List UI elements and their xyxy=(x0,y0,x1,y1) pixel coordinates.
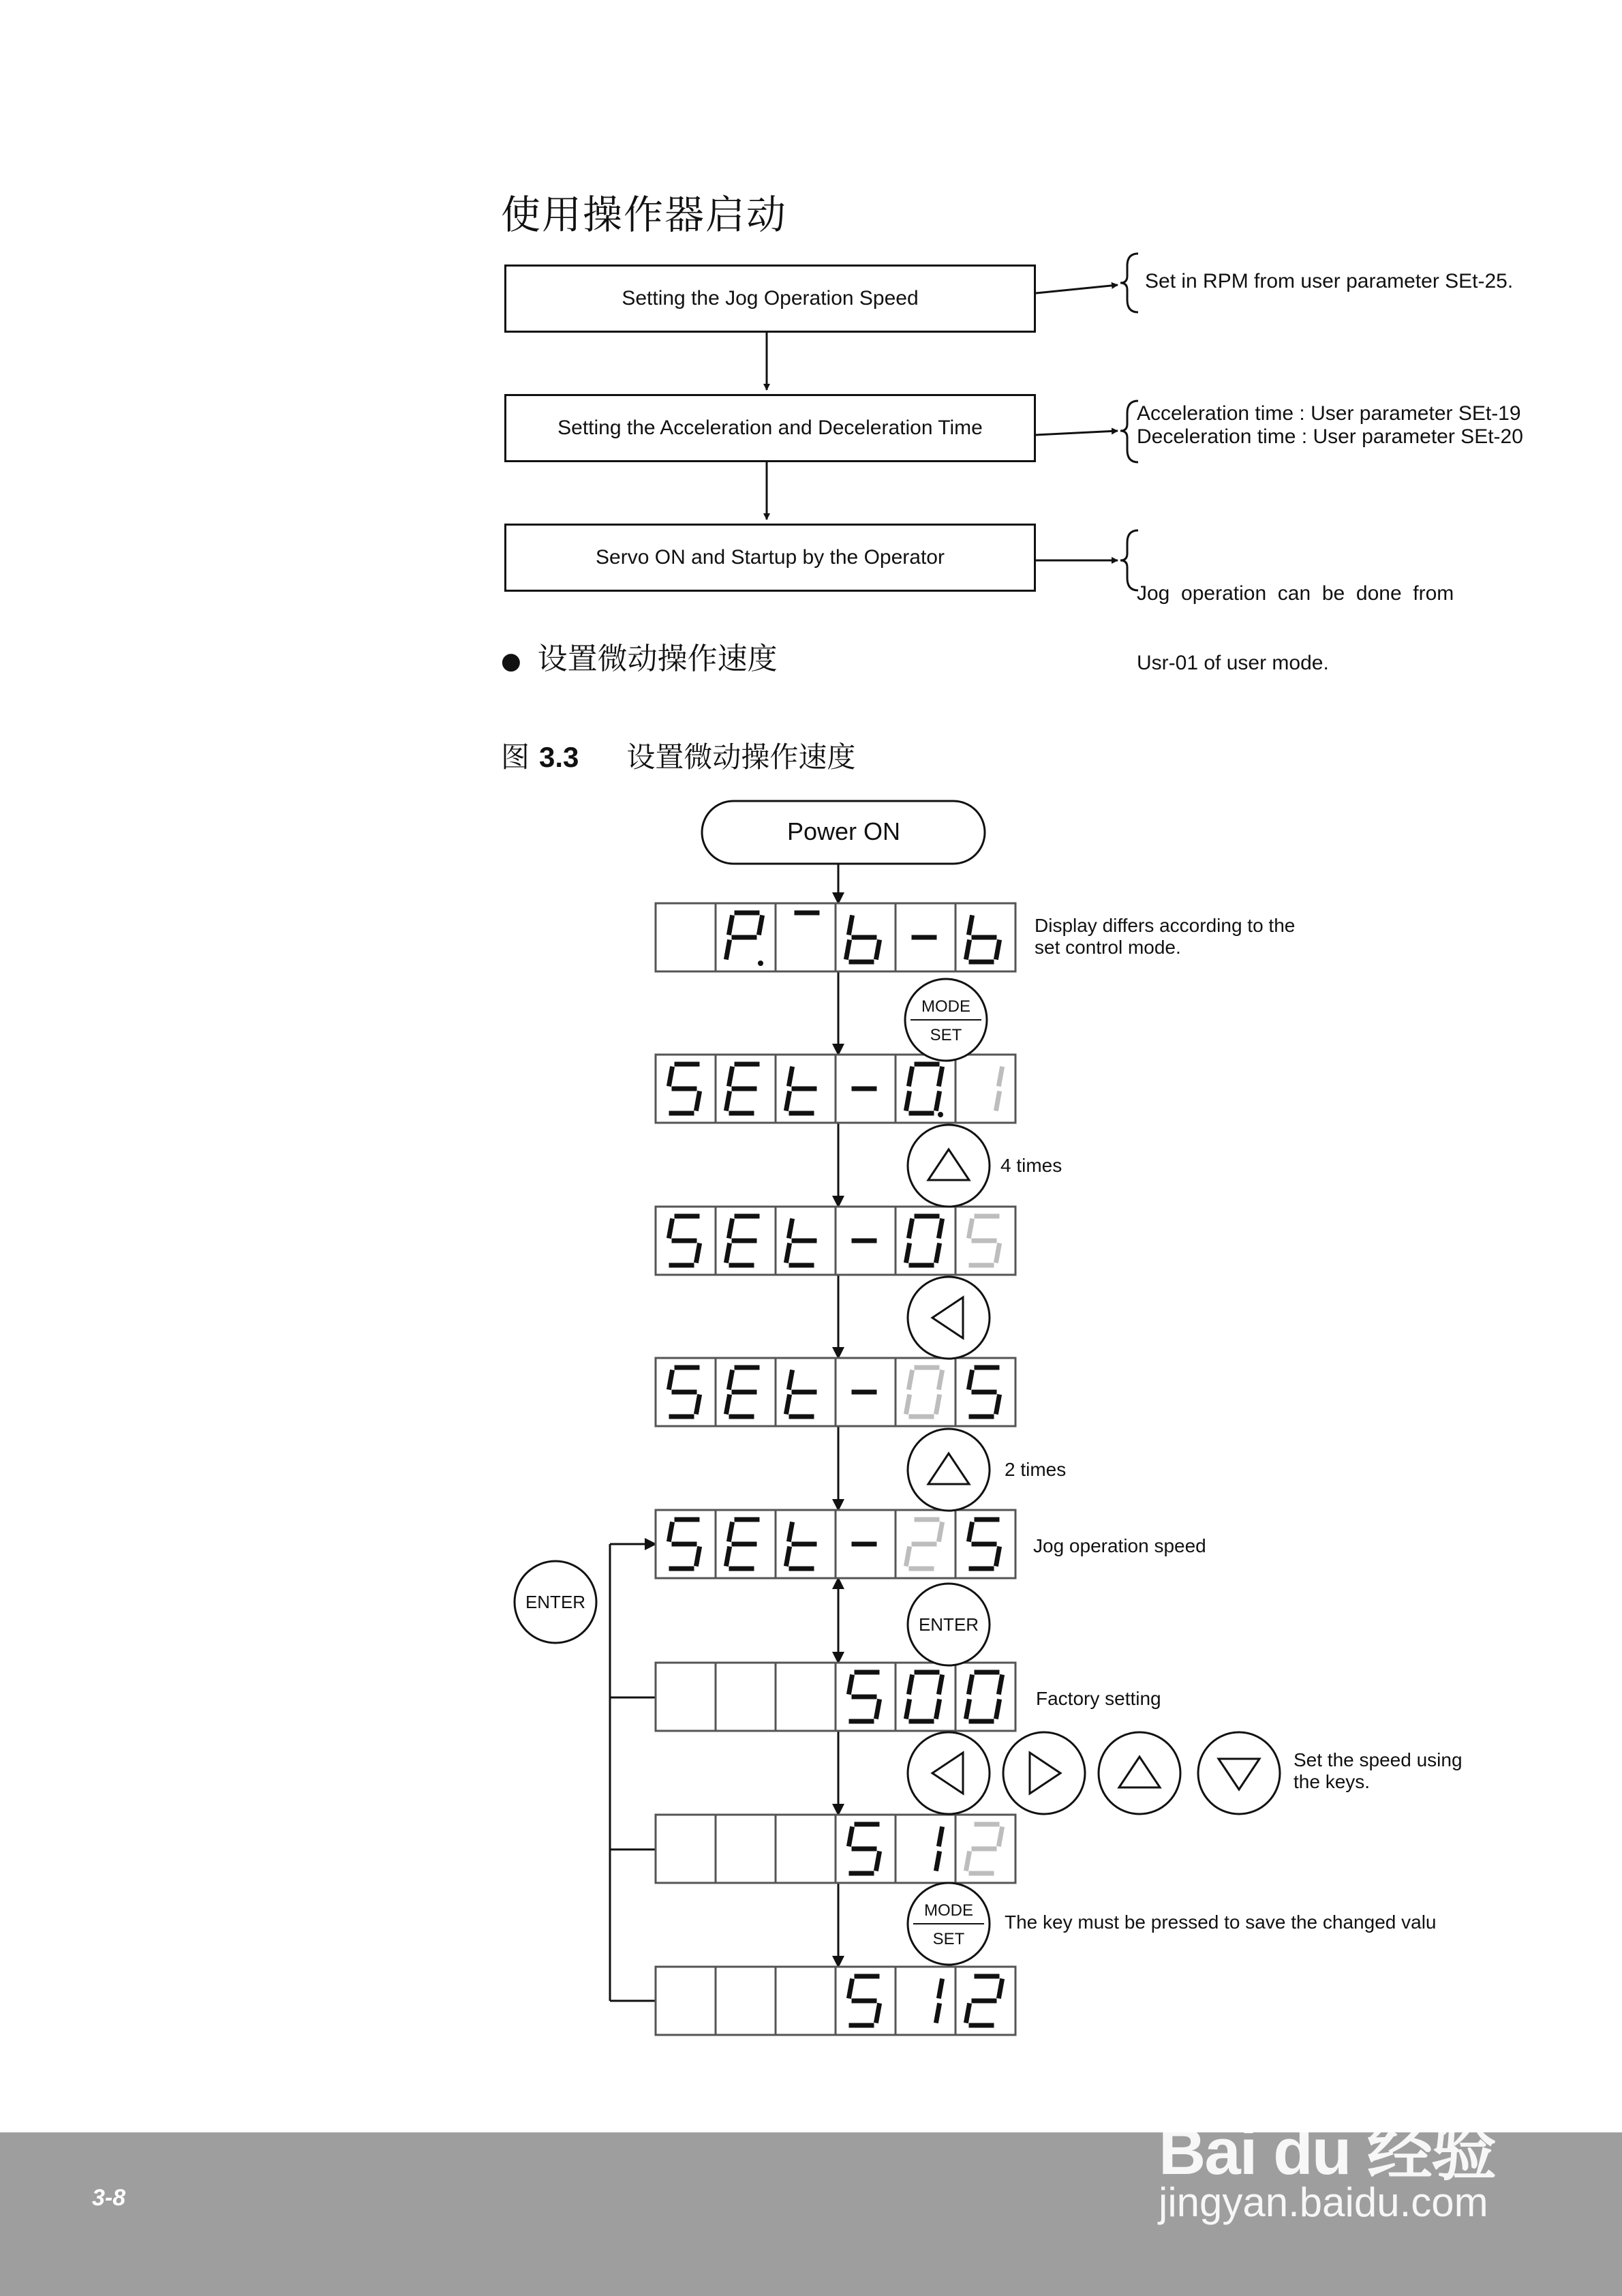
display-segment xyxy=(876,942,879,957)
display-segment xyxy=(969,1372,972,1387)
display-segment xyxy=(909,1677,912,1692)
display-segment xyxy=(936,1702,939,1717)
display-segment xyxy=(939,1221,942,1236)
flow-note-3-line-2: Usr-01 of user mode. xyxy=(1137,652,1329,674)
display-segment xyxy=(789,1221,792,1236)
display-segment xyxy=(786,1245,789,1260)
display-segment xyxy=(936,1854,939,1869)
left-key[interactable] xyxy=(908,1277,990,1359)
flow-note-2-line-2: Deceleration time : User parameter SEt-20 xyxy=(1137,425,1523,448)
display-segment xyxy=(729,1069,732,1084)
display-segment xyxy=(969,1677,972,1692)
display-4 xyxy=(656,1358,1015,1426)
display-segment xyxy=(729,1221,732,1236)
display-segment xyxy=(786,1093,789,1108)
display-3 xyxy=(656,1207,1015,1275)
display-segment xyxy=(906,1093,909,1108)
display-segment xyxy=(966,1702,969,1717)
display-segment xyxy=(729,918,732,933)
display-segment xyxy=(697,1549,699,1564)
flow-step-2: Setting the Acceleration and Deceleration Time xyxy=(504,394,1036,462)
display-segment xyxy=(729,1524,732,1539)
display-segment xyxy=(669,1372,672,1387)
display-segment xyxy=(909,1069,912,1084)
display-segment xyxy=(849,1677,852,1692)
set-speed-note xyxy=(1294,1749,1463,1793)
mode-set-button[interactable] xyxy=(908,1883,990,1965)
bullet-text: 设置微动操作速度 xyxy=(537,641,778,676)
display-segment xyxy=(906,1397,909,1412)
watermark-brand: Bai du 经验 xyxy=(1159,2115,1496,2188)
up-key-4-times[interactable] xyxy=(908,1125,990,1207)
display-1 xyxy=(656,903,1015,971)
display-segment xyxy=(966,1854,969,1869)
display-segment xyxy=(669,1221,672,1236)
display-segment xyxy=(726,1093,729,1108)
display-segment xyxy=(789,1069,792,1084)
display-segment xyxy=(906,1245,909,1260)
display-segment xyxy=(939,1524,942,1539)
display-segment xyxy=(996,1245,999,1260)
display-segment xyxy=(969,1221,972,1236)
display-segment xyxy=(729,1372,732,1387)
display-segment xyxy=(966,942,969,957)
display-segment xyxy=(996,1093,999,1108)
display-segment xyxy=(999,1829,1002,1844)
display-segment xyxy=(909,1221,912,1236)
display-segment xyxy=(939,1981,942,1996)
figure-number: 3.3 xyxy=(539,741,579,773)
display-segment xyxy=(936,1245,939,1260)
display-segment xyxy=(786,1397,789,1412)
flow-note-2-line-1: Acceleration time : User parameter SEt-19 xyxy=(1137,402,1521,425)
display-segment xyxy=(697,1397,699,1412)
down-key-speed[interactable] xyxy=(1198,1732,1280,1814)
display-segment xyxy=(939,1829,942,1844)
display-segment xyxy=(789,1524,792,1539)
enter-key-label: ENTER xyxy=(525,1592,586,1612)
display-segment xyxy=(846,942,849,957)
display-segment xyxy=(999,1981,1002,1996)
display-segment xyxy=(909,1372,912,1387)
display-decimal-point xyxy=(938,1112,943,1117)
display-segment xyxy=(999,1069,1002,1084)
power-on-label: Power ON xyxy=(786,817,901,845)
display-segment xyxy=(996,1397,999,1412)
flow-note-1-line-1: Set in RPM from user parameter SEt-25. xyxy=(1145,270,1514,292)
set-speed-note-line-1: Set the speed using xyxy=(1294,1749,1463,1770)
mode-key-label: MODE xyxy=(924,1901,973,1920)
times-2-label: 2 times xyxy=(1005,1459,1067,1480)
set-key-label: SET xyxy=(930,1026,962,1044)
display-segment xyxy=(789,1372,792,1387)
page-number: 3-8 xyxy=(92,2185,126,2211)
display-decimal-point xyxy=(758,961,763,966)
display-segment xyxy=(849,918,852,933)
display-2 xyxy=(656,1055,1015,1123)
display-segment xyxy=(936,1397,939,1412)
display-segment xyxy=(939,1677,942,1692)
display-segment xyxy=(876,1854,879,1869)
display-segment xyxy=(669,1524,672,1539)
display-segment xyxy=(939,1372,942,1387)
set-speed-note-line-2: the keys. xyxy=(1294,1771,1371,1792)
display-segment xyxy=(969,918,972,933)
display-6 xyxy=(656,1663,1015,1731)
display-segment xyxy=(969,1524,972,1539)
display-segment xyxy=(936,1093,939,1108)
figure-title: 设置微动操作速度 xyxy=(626,740,856,774)
flow-step-1: Setting the Jog Operation Speed xyxy=(504,265,1036,333)
display-segment xyxy=(759,918,762,933)
display-segment xyxy=(726,942,729,957)
display-segment xyxy=(876,1702,879,1717)
display-7 xyxy=(656,1815,1015,1883)
jog-speed-label: Jog operation speed xyxy=(1033,1535,1206,1556)
bullet-dot-icon: ● xyxy=(501,648,521,675)
display-segment xyxy=(936,2006,939,2021)
times-4-label: 4 times xyxy=(1000,1155,1062,1176)
save-note: The key must be pressed to save the changed valu xyxy=(1005,1912,1437,1933)
display-segment xyxy=(996,942,999,957)
display-segment xyxy=(876,2006,879,2021)
flow-step-3: Servo ON and Startup by the Operator xyxy=(504,524,1036,592)
display-5 xyxy=(656,1510,1015,1578)
display-note-line-1: Display differs according to the xyxy=(1035,915,1296,936)
page-heading: 使用操作器启动 xyxy=(501,192,788,238)
display-segment xyxy=(939,1069,942,1084)
display-8 xyxy=(656,1967,1015,2035)
display-segment xyxy=(726,1245,729,1260)
display-note xyxy=(1035,915,1295,958)
watermark-url: jingyan.baidu.com xyxy=(1159,2179,1488,2225)
display-segment xyxy=(966,2006,969,2021)
flow-note-3-line-1: Jog operation can be done from xyxy=(1137,582,1454,605)
display-segment xyxy=(786,1549,789,1564)
display-segment xyxy=(906,1549,909,1564)
enter-key-label: ENTER xyxy=(918,1614,979,1635)
display-segment xyxy=(999,1677,1002,1692)
display-segment xyxy=(669,1069,672,1084)
display-segment xyxy=(996,1702,999,1717)
up-key-2-times[interactable] xyxy=(908,1429,990,1511)
display-segment xyxy=(996,1549,999,1564)
display-segment xyxy=(697,1245,699,1260)
display-segment xyxy=(849,1981,852,1996)
display-segment xyxy=(726,1549,729,1564)
display-segment xyxy=(849,1829,852,1844)
figure-caption-label: 图 xyxy=(501,740,530,774)
factory-setting-label: Factory setting xyxy=(1036,1688,1161,1709)
mode-set-button[interactable] xyxy=(905,979,987,1061)
up-key-speed[interactable] xyxy=(1099,1732,1180,1814)
display-segment xyxy=(697,1093,699,1108)
set-key-label: SET xyxy=(932,1930,965,1948)
display-segment xyxy=(906,1702,909,1717)
left-key-speed[interactable] xyxy=(908,1732,990,1814)
mode-key-label: MODE xyxy=(921,997,970,1016)
display-note-line-2: set control mode. xyxy=(1035,937,1181,958)
display-segment xyxy=(726,1397,729,1412)
right-key-speed[interactable] xyxy=(1003,1732,1085,1814)
